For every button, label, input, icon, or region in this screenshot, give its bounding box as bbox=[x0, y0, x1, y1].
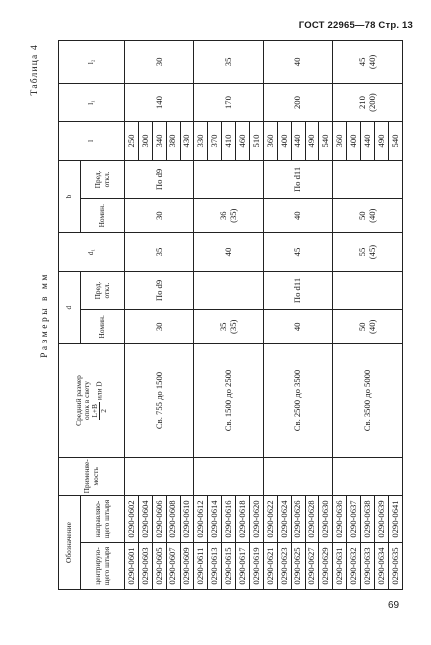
avg-size-fraction bbox=[91, 402, 108, 420]
avg-size-header bbox=[59, 344, 125, 457]
l1-value bbox=[125, 83, 194, 121]
b-deviation: По d11 bbox=[263, 160, 332, 198]
centering-code: 0290-0603 bbox=[138, 543, 152, 590]
applicability-cell bbox=[125, 457, 194, 495]
d-nominal-value: 30 bbox=[153, 322, 164, 332]
designation-header: Обозначение bbox=[59, 496, 81, 590]
avg-size-frac-den: 2 bbox=[99, 408, 109, 413]
rotated-table-block bbox=[28, 40, 408, 590]
standard-header: ГОСТ 22965—78 Стр. 13 bbox=[298, 20, 413, 31]
b-nominal-value: 40 bbox=[292, 211, 303, 221]
avg-size-line1: Средний размер bbox=[73, 375, 83, 426]
b-deviation bbox=[194, 160, 263, 198]
d-nominal-value: 40 bbox=[292, 322, 303, 332]
centering-code: 0290-0609 bbox=[180, 543, 194, 590]
l2-header: l₂ bbox=[59, 41, 125, 84]
d1-value-value: 40 bbox=[222, 247, 233, 257]
d1-value-value: 45 bbox=[292, 247, 303, 257]
table-body bbox=[125, 41, 403, 590]
centering-code: 0290-0605 bbox=[152, 543, 166, 590]
l-value: 380 bbox=[166, 122, 180, 160]
d1-value-alt: (45) bbox=[366, 244, 377, 260]
table-subtitle: Размеры в мм bbox=[40, 272, 50, 358]
guiding-code: 0290-0604 bbox=[138, 496, 152, 543]
b-nominal bbox=[194, 199, 263, 233]
l-value: 340 bbox=[152, 122, 166, 160]
guiding-code: 0290-0616 bbox=[222, 496, 236, 543]
l-value: 430 bbox=[180, 122, 194, 160]
guiding-code: 0290-0636 bbox=[333, 496, 347, 543]
guiding-code: 0290-0628 bbox=[305, 496, 319, 543]
table-row bbox=[263, 41, 277, 590]
b-dev-header: Пред. откл. bbox=[81, 160, 125, 198]
avg-size-frac-suffix: или D bbox=[94, 381, 104, 401]
centering-code: 0290-0632 bbox=[347, 543, 361, 590]
centering-code: 0290-0623 bbox=[277, 543, 291, 590]
b-nominal-value: 50 bbox=[357, 211, 368, 221]
l-value: 250 bbox=[125, 122, 139, 160]
guiding-code: 0290-0641 bbox=[388, 496, 402, 543]
l-header: l bbox=[59, 122, 125, 160]
l-value: 360 bbox=[263, 122, 277, 160]
avg-size-range: Св. 755 до 1500 bbox=[125, 344, 194, 457]
l2-main: 45 bbox=[357, 57, 368, 67]
d-nominal-alt: (35) bbox=[227, 319, 238, 334]
d-nominal bbox=[194, 310, 263, 344]
l2-value bbox=[263, 41, 332, 84]
b-deviation: По d9 bbox=[125, 160, 194, 198]
l-value: 490 bbox=[305, 122, 319, 160]
d1-value bbox=[125, 233, 194, 271]
d1-value bbox=[333, 233, 403, 271]
l1-header: l₁ bbox=[59, 83, 125, 121]
avg-size-range: Св. 3500 до 5000 bbox=[333, 344, 403, 457]
avg-size-line2: опок в свету bbox=[81, 381, 91, 420]
l1-value bbox=[333, 83, 403, 121]
b-nominal-alt: (35) bbox=[227, 208, 238, 223]
guiding-code: 0290-0637 bbox=[347, 496, 361, 543]
centering-code: 0290-0635 bbox=[388, 543, 402, 590]
centering-code: 0290-0633 bbox=[361, 543, 375, 590]
centering-code: 0290-0629 bbox=[319, 543, 333, 590]
b-nominal-value: 36 bbox=[218, 211, 229, 221]
d1-value bbox=[263, 233, 332, 271]
d-nom-header: Номин. bbox=[81, 310, 125, 344]
l-value: 360 bbox=[333, 122, 347, 160]
avg-size-range: Св. 1500 до 2500 bbox=[194, 344, 263, 457]
d1-value bbox=[194, 233, 263, 271]
guiding-code: 0290-0606 bbox=[152, 496, 166, 543]
d-nominal-value: 50 bbox=[357, 322, 368, 332]
centering-header: центрирую-щего штыря bbox=[81, 543, 125, 590]
l2-main: 35 bbox=[222, 57, 233, 67]
l-value: 540 bbox=[388, 122, 402, 160]
d1-value-value: 55 bbox=[357, 247, 368, 257]
table-title-area bbox=[28, 40, 56, 590]
l2-value bbox=[333, 41, 403, 84]
avg-size-frac-num: L+B bbox=[90, 404, 99, 418]
l2-main: 40 bbox=[292, 57, 303, 67]
d1-header: d₁ bbox=[59, 233, 125, 271]
l1-main: 210 bbox=[357, 96, 368, 109]
centering-code: 0290-0631 bbox=[333, 543, 347, 590]
d-nominal bbox=[125, 310, 194, 344]
d-deviation bbox=[333, 271, 403, 309]
guiding-code: 0290-0612 bbox=[194, 496, 208, 543]
d-nominal-value: 35 bbox=[218, 322, 229, 332]
l-value: 400 bbox=[347, 122, 361, 160]
guiding-header: направляю-щего штыря bbox=[81, 496, 125, 543]
d-deviation: По d9 bbox=[125, 271, 194, 309]
d-deviation: По d11 bbox=[263, 271, 332, 309]
guiding-code: 0290-0618 bbox=[236, 496, 250, 543]
centering-code: 0290-0634 bbox=[375, 543, 389, 590]
centering-code: 0290-0601 bbox=[125, 543, 139, 590]
l1-value bbox=[263, 83, 332, 121]
l2-value bbox=[125, 41, 194, 84]
centering-code: 0290-0617 bbox=[236, 543, 250, 590]
l-value: 300 bbox=[138, 122, 152, 160]
d-nominal bbox=[333, 310, 403, 344]
l-value: 400 bbox=[277, 122, 291, 160]
l1-alt: (200) bbox=[366, 93, 377, 112]
b-nominal bbox=[333, 199, 403, 233]
centering-code: 0290-0613 bbox=[208, 543, 222, 590]
d-deviation bbox=[194, 271, 263, 309]
guiding-code: 0290-0626 bbox=[291, 496, 305, 543]
l-value: 440 bbox=[361, 122, 375, 160]
d1-value-value: 35 bbox=[153, 247, 164, 257]
centering-code: 0290-0619 bbox=[250, 543, 264, 590]
page-number: 69 bbox=[388, 600, 400, 611]
guiding-code: 0290-0610 bbox=[180, 496, 194, 543]
d-dev-header: Пред. откл. bbox=[81, 271, 125, 309]
b-nominal bbox=[125, 199, 194, 233]
table-row bbox=[333, 41, 347, 590]
centering-code: 0290-0615 bbox=[222, 543, 236, 590]
guiding-code: 0290-0624 bbox=[277, 496, 291, 543]
applicability-cell bbox=[194, 457, 263, 495]
b-nominal bbox=[263, 199, 332, 233]
b-nominal-value: 30 bbox=[153, 211, 164, 221]
guiding-code: 0290-0614 bbox=[208, 496, 222, 543]
d-header: d bbox=[59, 271, 81, 344]
guiding-code: 0290-0639 bbox=[375, 496, 389, 543]
guiding-code: 0290-0630 bbox=[319, 496, 333, 543]
avg-size-range: Св. 2500 до 3500 bbox=[263, 344, 332, 457]
centering-code: 0290-0607 bbox=[166, 543, 180, 590]
guiding-code: 0290-0622 bbox=[263, 496, 277, 543]
applicability-header: Применяе-мость bbox=[59, 457, 125, 495]
guiding-code: 0290-0602 bbox=[125, 496, 139, 543]
b-header: b bbox=[59, 160, 81, 233]
centering-code: 0290-0627 bbox=[305, 543, 319, 590]
l1-main: 140 bbox=[153, 96, 164, 109]
l2-value bbox=[194, 41, 263, 84]
applicability-cell bbox=[263, 457, 332, 495]
l2-alt: (40) bbox=[366, 54, 377, 70]
l1-main: 170 bbox=[222, 96, 233, 109]
centering-code: 0290-0625 bbox=[291, 543, 305, 590]
l-value: 540 bbox=[319, 122, 333, 160]
b-nom-header: Номин. bbox=[81, 199, 125, 233]
l-value: 410 bbox=[222, 122, 236, 160]
l-value: 460 bbox=[236, 122, 250, 160]
l1-value bbox=[194, 83, 263, 121]
l-value: 510 bbox=[250, 122, 264, 160]
l-value: 370 bbox=[208, 122, 222, 160]
guiding-code: 0290-0620 bbox=[250, 496, 264, 543]
d-nominal bbox=[263, 310, 332, 344]
table-row bbox=[125, 41, 139, 590]
centering-code: 0290-0611 bbox=[194, 543, 208, 590]
applicability-cell bbox=[333, 457, 403, 495]
l-value: 330 bbox=[194, 122, 208, 160]
l1-main: 200 bbox=[292, 96, 303, 109]
b-nominal-alt: (40) bbox=[366, 208, 377, 223]
centering-code: 0290-0621 bbox=[263, 543, 277, 590]
guiding-code: 0290-0608 bbox=[166, 496, 180, 543]
table-row bbox=[194, 41, 208, 590]
l-value: 490 bbox=[375, 122, 389, 160]
guiding-code: 0290-0638 bbox=[361, 496, 375, 543]
b-deviation bbox=[333, 160, 403, 198]
dimensions-table bbox=[58, 40, 403, 590]
l-value: 440 bbox=[291, 122, 305, 160]
l2-main: 30 bbox=[153, 57, 164, 67]
d-nominal-alt: (40) bbox=[366, 319, 377, 334]
table-number-label: Таблица 4 bbox=[30, 44, 40, 96]
